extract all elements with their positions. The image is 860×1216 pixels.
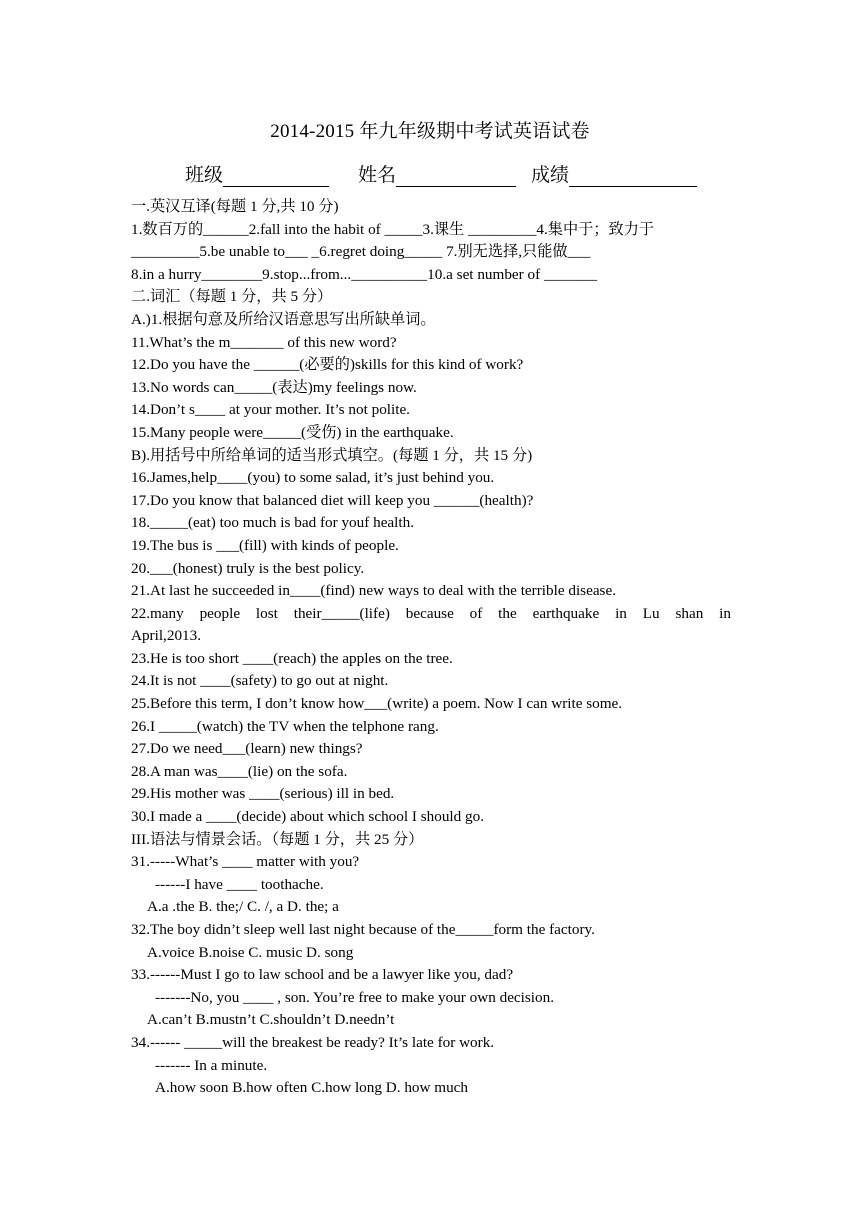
question-line: 26.I _____(watch) the TV when the telphone rang. <box>131 717 439 735</box>
question-line: 28.A man was____(lie) on the sofa. <box>131 762 348 780</box>
answer-options: A.voice B.noise C. music D. song <box>147 943 354 961</box>
score-label: 成绩 <box>531 165 570 186</box>
dialogue-line: ------I have ____ toothache. <box>155 875 324 893</box>
question-line: 24.It is not ____(safety) to go out at night. <box>131 672 389 690</box>
question-line: 21.At last he succeeded in____(find) new ways to deal with the terrible disease. <box>131 582 617 600</box>
score-blank <box>569 166 697 187</box>
question-line: 15.Many people were_____(受伤) in the earthquake. <box>131 423 454 441</box>
section-heading: III.语法与情景会话。（每题 1 分，共 25 分） <box>131 830 424 848</box>
answer-options: A.a .the B. the;/ C. /, a D. the; a <box>147 898 339 916</box>
question-line: 27.Do we need___(learn) new things? <box>131 740 363 758</box>
question-line: 13.No words can_____(表达)my feelings now. <box>131 378 417 396</box>
question-line: 31.-----What’s ____ matter with you? <box>131 853 360 871</box>
question-line: April,2013. <box>131 627 202 645</box>
question-line: 18._____(eat) too much is bad for youf health. <box>131 514 415 532</box>
question-line: 22.many people lost their_____(life) because of the earthquake in Lu shan in <box>131 604 731 622</box>
question-line: _________5.be unable to___ _6.regret doing_____ 7.别无选择,只能做___ <box>131 243 591 261</box>
question-line: 16.James,help____(you) to some salad, it’s just behind you. <box>131 469 495 487</box>
question-line: 32.The boy didn’t sleep well last night because of the_____form the factory. <box>131 921 595 938</box>
question-line: 34.------ _____will the breakest be ready? It’s late for work. <box>131 1033 495 1051</box>
dialogue-line: -------No, you ____ , son. You’re free to make your own decision. <box>155 988 555 1006</box>
question-line: 19.The bus is ___(fill) with kinds of people. <box>131 536 399 554</box>
name-blank <box>396 166 516 187</box>
exam-title: 2014-2015 年九年级期中考试英语试卷 <box>270 121 590 142</box>
section-heading: 二.词汇（每题 1 分，共 5 分） <box>131 288 333 306</box>
question-line: 33.------Must I go to law school and be a lawyer like you, dad? <box>131 966 514 984</box>
question-line: 20.___(honest) truly is the best policy. <box>131 559 365 577</box>
subsection-heading: A.)1.根据句意及所给汉语意思写出所缺单词。 <box>131 310 436 328</box>
section-heading: 一.英汉互译(每题 1 分,共 10 分) <box>131 198 339 215</box>
class-label: 班级 <box>185 165 224 186</box>
question-line: 11.What’s the m_______ of this new word? <box>131 333 397 351</box>
class-field <box>185 160 329 187</box>
score-field <box>531 160 697 187</box>
question-line: 23.He is too short ____(reach) the apples on the tree. <box>131 649 453 667</box>
exam-body <box>131 196 731 1100</box>
name-field <box>358 160 516 187</box>
question-line: 12.Do you have the ______(必要的)skills for this kind of work? <box>131 356 524 374</box>
question-line: 17.Do you know that balanced diet will keep you ______(health)? <box>131 491 534 509</box>
question-line: 25.Before this term, I don’t know how___(write) a poem. Now I can write some. <box>131 695 623 713</box>
dialogue-line: ------- In a minute. <box>155 1056 268 1074</box>
name-label: 姓名 <box>358 165 397 186</box>
class-blank <box>223 166 329 187</box>
question-line: 1.数百万的______2.fall into the habit of _____3.课生 _________4.集中于；致力于 <box>131 220 655 238</box>
question-line: 29.His mother was ____(serious) ill in bed. <box>131 785 395 803</box>
student-info-row <box>0 160 860 186</box>
question-line: 30.I made a ____(decide) about which school I should go. <box>131 808 485 826</box>
subsection-heading: B).用括号中所给单词的适当形式填空。(每题 1 分，共 15 分) <box>131 446 533 464</box>
question-line: 14.Don’t s____ at your mother. It’s not polite. <box>131 401 410 419</box>
question-line: 8.in a hurry________9.stop...from...__________10.a set number of _______ <box>131 265 598 283</box>
answer-options: A.how soon B.how often C.how long D. how much <box>155 1079 469 1097</box>
answer-options: A.can’t B.mustn’t C.shouldn’t D.needn’t <box>147 1011 395 1029</box>
